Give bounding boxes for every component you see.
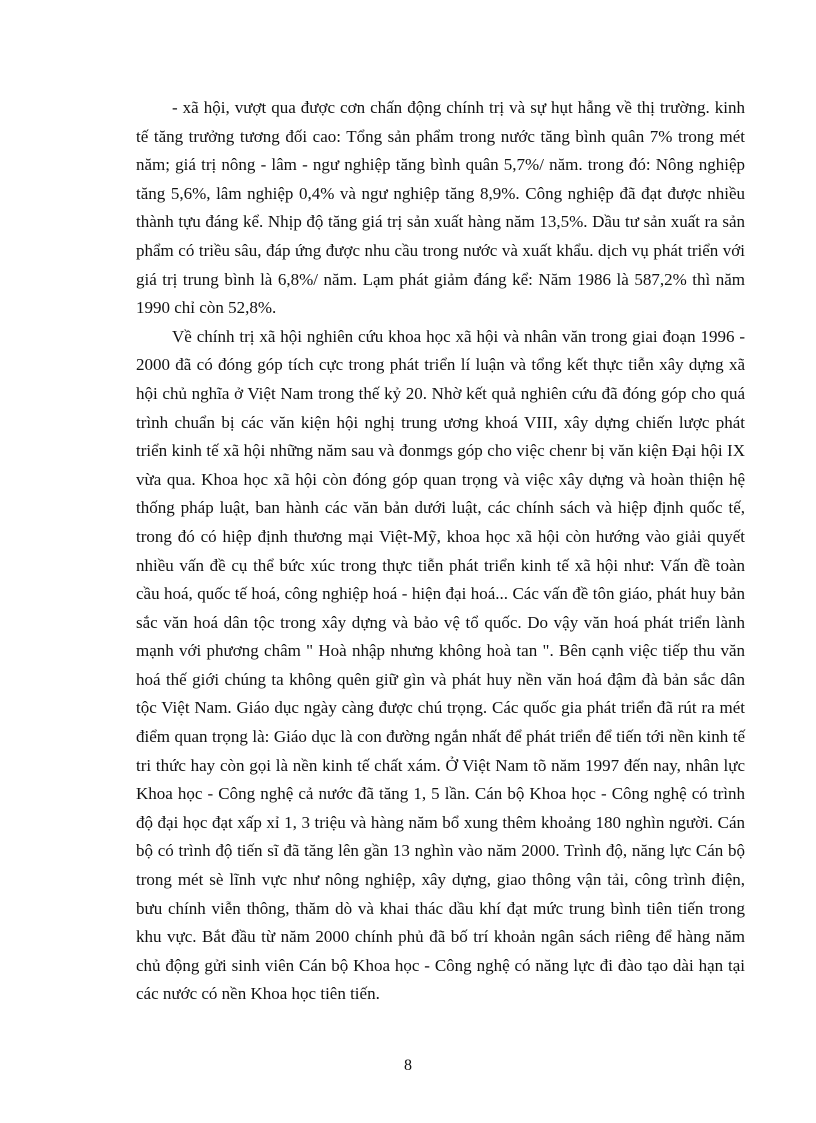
page-number: 8 <box>404 1057 412 1074</box>
body-text <box>136 94 745 1009</box>
paragraph-economy: - xã hội, vượt qua được cơn chấn động chính trị và sự hụt hẫng về thị trường. kinh tế tăng trưởng tương đối cao: Tổng sản phẩm trong nước tăng bình quân 7% trong mét năm; giá trị nông - lâm - ngư nghiệp tăng bình quân 5,7%/ năm. trong đó: Nông nghiệp tăng 5,6%, lâm nghiệp 0,4% và ngư nghiệp tăng 8,9%. Công nghiệp đã đạt được nhiều thành tựu đáng kể. Nhịp độ tăng giá trị sản xuất hàng năm 13,5%. Dầu tư sản xuất ra sản phẩm có triều sâu, đáp ứng được nhu cầu trong nước và xuất khẩu. dịch vụ phát triển với giá trị trung bình là 6,8%/ năm. Lạm phát giảm đáng kể: Năm 1986 là 587,2% thì năm 1990 chỉ còn 52,8%. <box>136 98 745 318</box>
paragraph-politics-society: Về chính trị xã hội nghiên cứu khoa học xã hội và nhân văn trong giai đoạn 1996 - 2000 đã có đóng góp tích cực trong phát triển lí luận và tổng kết thực tiễn xây dựng xã hội chủ nghĩa ở Việt Nam trong thế kỷ 20. Nhờ kết quả nghiên cứu đã đóng góp cho quá trình chuẩn bị các văn kiện hội nghị trung ương khoá VIII, xây dựng chiến lược phát triển kinh tế xã hội những năm sau và đonmgs góp cho việc chenr bị văn kiện Đại hội IX vừa qua. Khoa học xã hội còn đóng góp quan trọng và việc xây dựng và hoàn thiện hệ thống pháp luật, ban hành các văn bản dưới luật, các chính sách và hiệp định quốc tế, trong đó có hiệp định thương mại Việt-Mỹ, khoa học xã hội còn hướng vào giải quyết nhiều vấn đề cụ thể bức xúc trong thực tiễn phát triển kinh tế xã hội như: Vấn đề toàn cầu hoá, quốc tế hoá, công nghiệp hoá - hiện đại hoá... Các vấn đề tôn giáo, phát huy bản sắc văn hoá dân tộc trong xây dựng và bảo vệ tổ quốc. Do vậy văn hoá phát triển lành mạnh với phương châm " Hoà nhập nhưng không hoà tan ". Bên cạnh việc tiếp thu văn hoá thế giới chúng ta không quên giữ gìn và phát huy nền văn hoá đậm đà bản sắc dân tộc Việt Nam. Giáo dục ngày càng được chú trọng. Các quốc gia phát triển đã rút ra mét điểm quan trọng là: Giáo dục là con đường ngắn nhất để phát triển để tiến tới nền kinh tế tri thức hay còn gọi là nền kinh tế chất xám. Ở Việt Nam tõ năm 1997 đến nay, nhân lực Khoa học - Công nghệ cả nước đã tăng 1, 5 lần. Cán bộ Khoa học - Công nghệ có trình độ đại học đạt xấp xỉ 1, 3 triệu và hàng năm bổ xung thêm khoảng 180 nghìn người. Cán bộ có trình độ tiến sĩ đã tăng lên gần 13 nghìn vào năm 2000. Trình độ, năng lực Cán bộ trong mét sè lĩnh vực như nông nghiệp, xây dựng, giao thông vận tải, công trình điện, bưu chính viễn thông, thăm dò và khai thác dầu khí đạt mức trung bình tiên tiến trong khu vực. Bắt đầu từ năm 2000 chính phủ đã bố trí khoản ngân sách riêng để hàng năm chủ động gửi sinh viên Cán bộ Khoa học - Công nghệ có năng lực đi đào tạo dài hạn tại các nước có nền Khoa học tiên tiến. <box>136 326 745 1004</box>
